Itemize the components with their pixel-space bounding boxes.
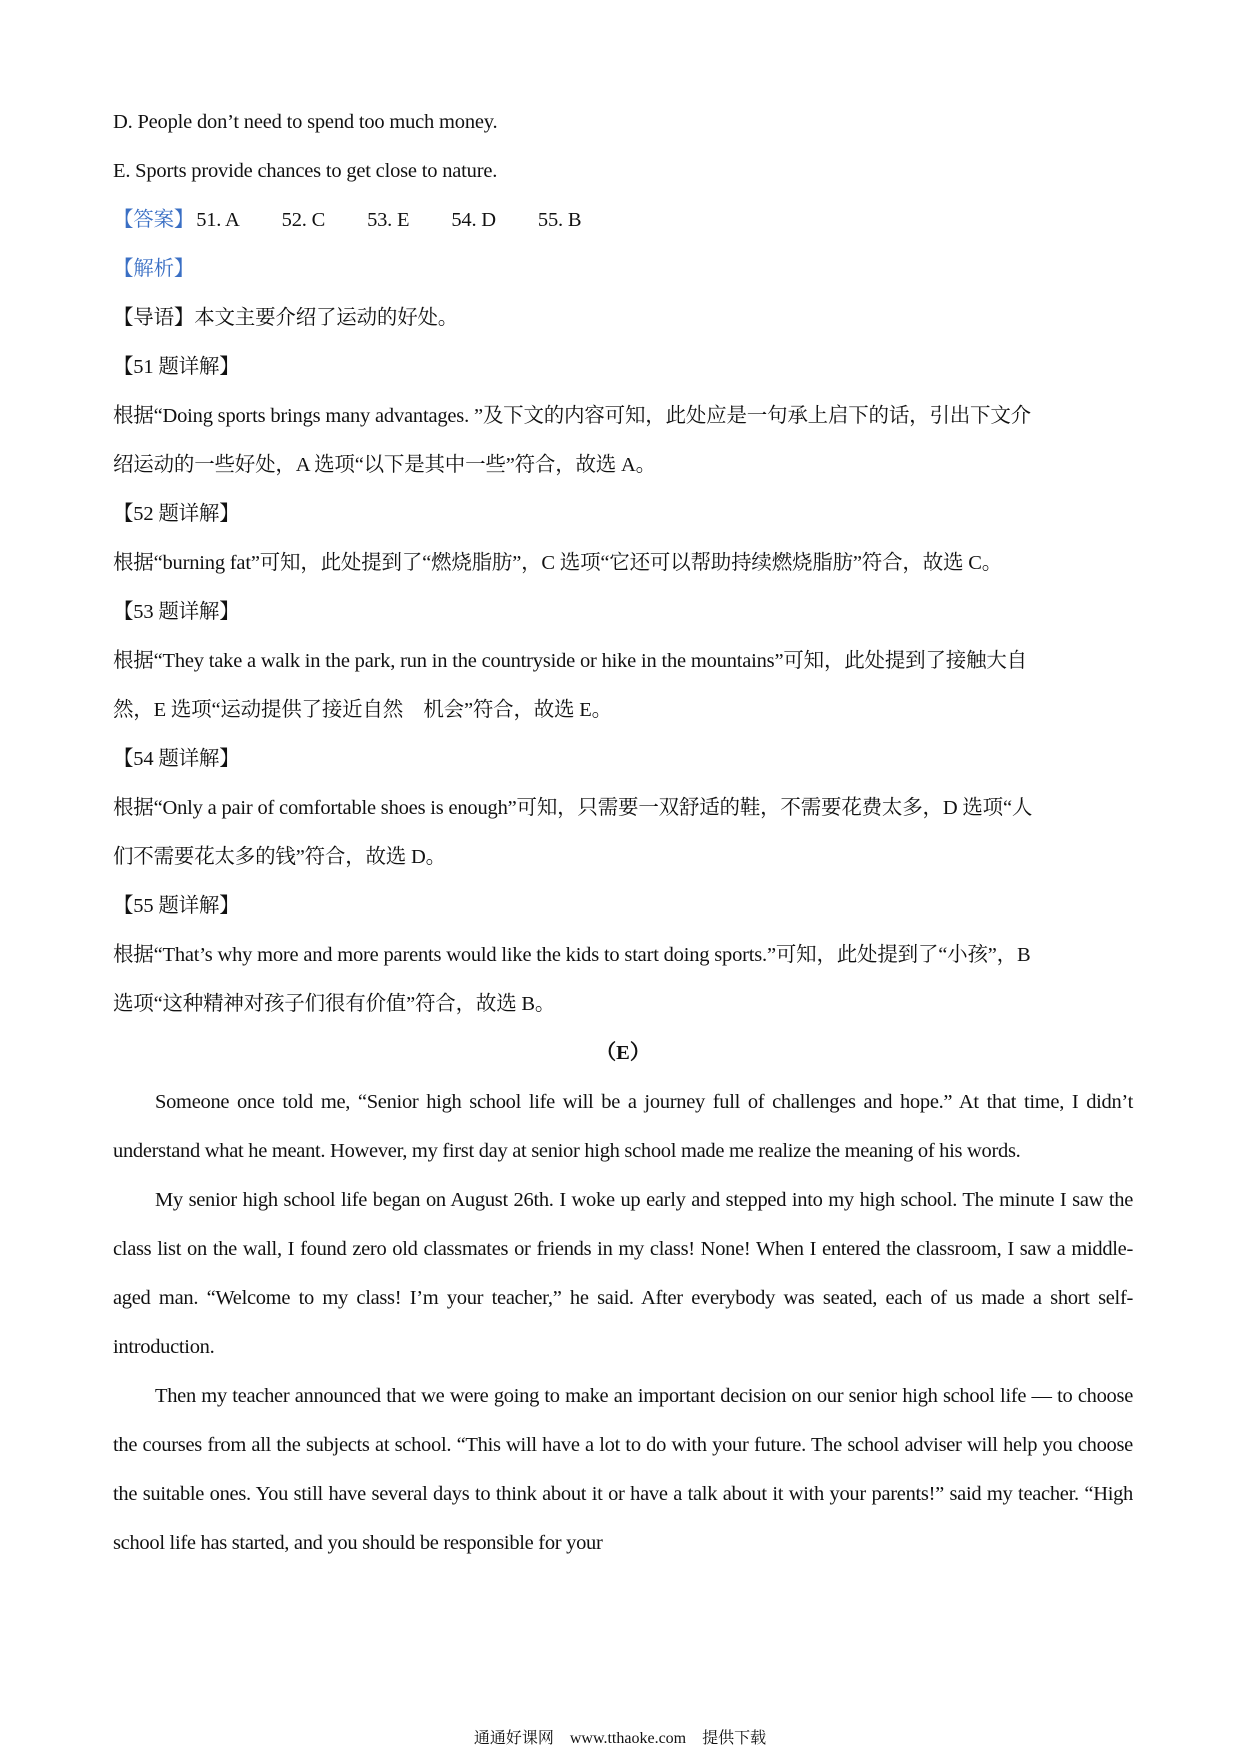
passage-paragraph: My senior high school life began on August 26th. I woke up early and stepped into my high school. The minute I saw the class list on the wall, I found zero old classmates or friends in my class! None! When I entered the classroom, I saw a middle-aged man. “Welcome to my class! I’m your teacher,” he said. After everybody was seated, each of us made a short self-introduction. <box>113 1189 1133 1358</box>
answer-line <box>113 196 1133 245</box>
detail-heading-54: 【54 题详解】 <box>113 748 240 770</box>
option-d: D. People don’t need to spend too much money. <box>113 111 498 133</box>
detail-text-51: 根据“Doing sports brings many advantages. ”及下文的内容可知，此处应是一句承上启下的话，引出下文介 <box>113 405 1031 427</box>
detail-text-54: 根据“Only a pair of comfortable shoes is enough”可知，只需要一双舒适的鞋，不需要花费太多，D 选项“人 <box>113 797 1033 819</box>
answer-item: 53. E <box>367 209 410 231</box>
analysis-label: 【解析】 <box>113 258 195 280</box>
detail-text-53: 根据“They take a walk in the park, run in the countryside or hike in the mountains”可知，此处提到了接触大自 <box>113 650 1027 672</box>
detail-text-51: 绍运动的一些好处，A 选项“以下是其中一些”符合，故选 A。 <box>113 454 656 476</box>
answer-item: 51. A <box>196 209 240 231</box>
passage-paragraph: Someone once told me, “Senior high school life will be a journey full of challenges and hope.” At that time, I didn’t understand what he meant. However, my first day at senior high school made me realize the meaning of his words. <box>113 1091 1133 1162</box>
detail-heading-51: 【51 题详解】 <box>113 356 240 378</box>
passage-paragraph: Then my teacher announced that we were going to make an important decision on our senior high school life — to choose the courses from all the subjects at school. “This will have a lot to do with your future. The school adviser will help you choose the suitable ones. You still have several days to think about it or have a talk about it with your parents!” said my teacher. “High school life has started, and you should be responsible for your <box>113 1385 1133 1554</box>
detail-heading-53: 【53 题详解】 <box>113 601 240 623</box>
intro-text: 【导语】本文主要介绍了运动的好处。 <box>113 307 459 329</box>
page-footer: 通通好课网 www.tthaoke.com 提供下载 <box>473 1730 767 1747</box>
answer-item: 54. D <box>451 209 496 231</box>
detail-heading-55: 【55 题详解】 <box>113 895 240 917</box>
answer-item: 52. C <box>281 209 326 231</box>
document-page <box>113 98 1133 1568</box>
detail-heading-52: 【52 题详解】 <box>113 503 240 525</box>
detail-text-55: 根据“That’s why more and more parents would like the kids to start doing sports.”可知，此处提到了“小孩”，B <box>113 944 1031 966</box>
detail-text-54: 们不需要花太多的钱”符合，故选 D。 <box>113 846 446 868</box>
answer-label: 【答案】 <box>113 209 195 231</box>
detail-text-53: 然，E 选项“运动提供了接近自然 机会”符合，故选 E。 <box>113 699 612 721</box>
section-title: （E） <box>595 1042 651 1064</box>
detail-text-55: 选项“这种精神对孩子们很有价值”符合，故选 B。 <box>113 993 556 1015</box>
option-e: E. Sports provide chances to get close to nature. <box>113 160 498 182</box>
detail-text-52: 根据“burning fat”可知，此处提到了“燃烧脂肪”，C 选项“它还可以帮助持续燃烧脂肪”符合，故选 C。 <box>113 552 1003 574</box>
answer-item: 55. B <box>537 209 582 231</box>
